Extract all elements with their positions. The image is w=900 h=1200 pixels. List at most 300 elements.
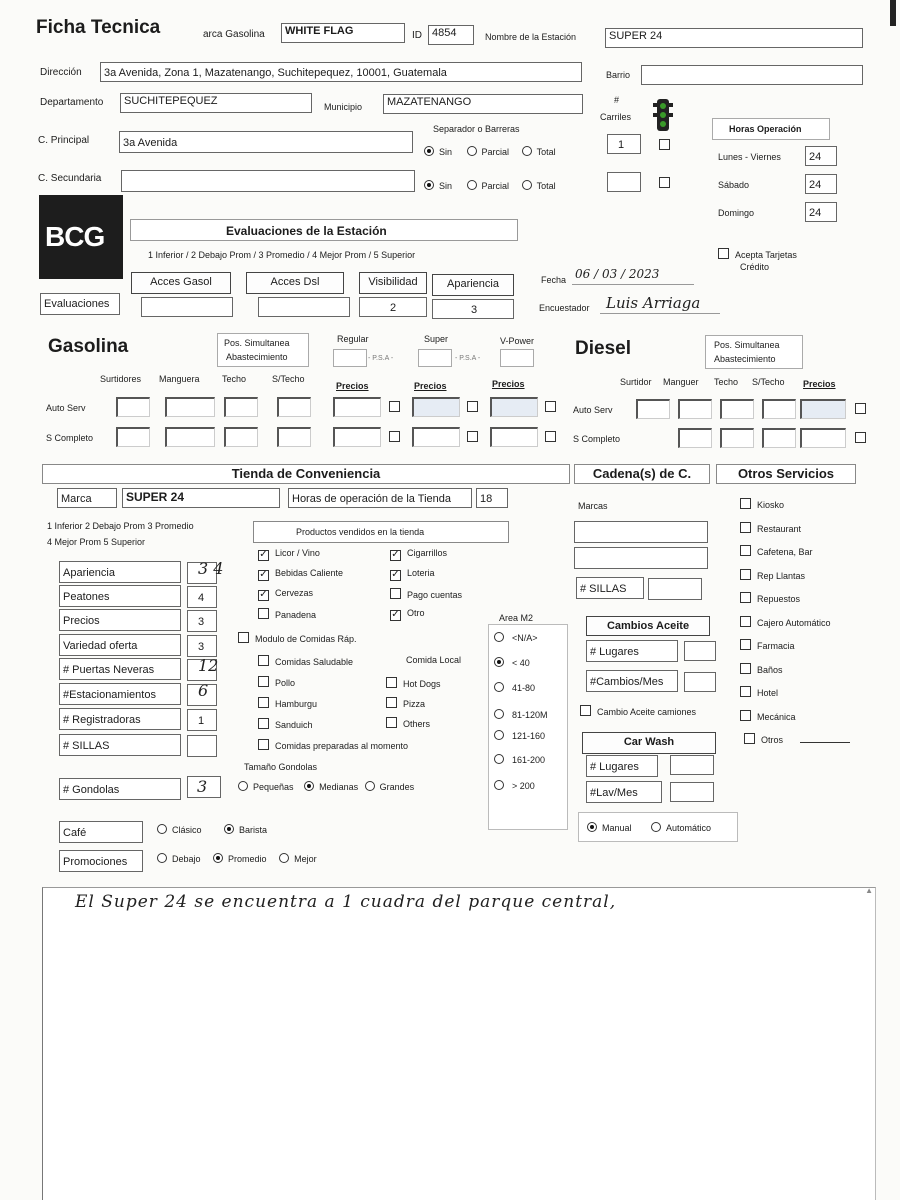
separador-principal-radios: [424, 146, 556, 157]
area-radio[interactable]: [494, 780, 504, 790]
gasolina-title: Gasolina: [48, 336, 129, 357]
checkbox-label: Mecánica: [757, 711, 796, 722]
super-field[interactable]: [418, 349, 452, 367]
gondolas-field[interactable]: 3: [187, 776, 221, 798]
parcial-option-2[interactable]: Parcial: [467, 181, 510, 191]
sin-option-2[interactable]: Sin: [424, 181, 452, 191]
d-techo-label: Techo: [714, 377, 739, 387]
checkbox[interactable]: ✓: [391, 569, 400, 580]
acces-dsl-button[interactable]: Acces Dsl: [246, 272, 344, 294]
secundaria-extra-checkbox[interactable]: [659, 177, 676, 190]
rating-label: #Estacionamientos: [63, 689, 156, 701]
checkbox-item[interactable]: [390, 588, 462, 600]
d-s-completo-label: S Completo: [573, 434, 621, 444]
checkbox[interactable]: [258, 697, 269, 708]
promociones-label-box: Promociones: [59, 850, 143, 872]
checkbox-item[interactable]: [258, 676, 295, 688]
departamento-value: SUCHITEPEQUEZ: [124, 95, 218, 107]
cambio-camiones[interactable]: Cambio Aceite camiones: [580, 705, 696, 717]
pequenas-option[interactable]: Pequeñas: [238, 782, 294, 792]
checkbox-label: Rep Llantas: [757, 570, 806, 581]
gas-auto-regular-checkbox[interactable]: [389, 401, 406, 414]
barrio-field[interactable]: [641, 65, 863, 85]
estacion-value: SUPER 24: [609, 30, 663, 42]
apariencia-field[interactable]: 3: [432, 299, 514, 319]
gas-sc-surtidores[interactable]: [116, 427, 150, 447]
rating-value: 3: [198, 641, 205, 653]
checkbox-label: Bebidas Caliente: [275, 568, 344, 578]
d-auto-manguer[interactable]: [678, 399, 712, 419]
lav-lugares-field[interactable]: [670, 755, 714, 775]
gas-sc-s-techo[interactable]: [277, 427, 311, 447]
carriles-principal-field[interactable]: [607, 134, 641, 154]
checkbox-label: Pizza: [403, 699, 426, 709]
municipio-value: MAZATENANGO: [387, 96, 472, 108]
rating-label-box: [59, 658, 181, 680]
tienda-horas-field[interactable]: 18: [476, 488, 508, 508]
marcas-field-2[interactable]: [574, 547, 708, 569]
checkbox[interactable]: [740, 686, 751, 697]
encuestador-label: Encuestador: [539, 303, 590, 313]
lunes-field[interactable]: 24: [805, 146, 837, 166]
vpower-field[interactable]: [500, 349, 534, 367]
visibilidad-field[interactable]: 2: [359, 297, 427, 317]
checkbox[interactable]: [740, 522, 751, 533]
rating-label: # SILLAS: [63, 740, 110, 752]
cambios-mes-label-box: #Cambios/Mes: [586, 670, 678, 692]
promedio-option[interactable]: Promedio: [213, 854, 267, 864]
checkbox[interactable]: [740, 569, 751, 580]
checkbox-label: Cervezas: [275, 588, 314, 598]
gas-auto-precio-regular[interactable]: [333, 397, 381, 417]
gas-auto-vpower-checkbox[interactable]: [545, 401, 562, 414]
checkbox-item[interactable]: [390, 568, 435, 581]
encuestador-underline: [600, 313, 720, 314]
rating-field[interactable]: [187, 610, 217, 632]
d-sc-checkbox[interactable]: [855, 432, 872, 445]
gas-auto-serv-label: Auto Serv: [46, 403, 86, 413]
checkbox-label: Panadena: [275, 610, 317, 620]
rating-label-box: [59, 609, 181, 631]
checkbox-item[interactable]: [740, 569, 805, 581]
municipio-label: Municipio: [324, 102, 363, 112]
diesel-title: Diesel: [575, 338, 631, 359]
creditos-label: Crédito: [740, 262, 770, 272]
checkbox-label: Otro: [407, 608, 425, 618]
carriles-secundaria-field[interactable]: [607, 172, 641, 192]
municipio-field[interactable]: [383, 94, 583, 114]
rating-field[interactable]: [187, 735, 217, 757]
carwash-type-group: [578, 812, 738, 842]
page-edge-mark: [890, 0, 896, 26]
area-option[interactable]: [494, 682, 535, 693]
grandes-option[interactable]: Grandes: [365, 782, 415, 792]
lav-lugares-label-box: # Lugares: [586, 755, 658, 777]
d-sc-techo[interactable]: [720, 428, 754, 448]
vpower-label: V-Power: [500, 336, 535, 346]
scroll-up-icon[interactable]: ▲: [865, 886, 873, 895]
comidas-preparadas[interactable]: Comidas preparadas al momento: [258, 739, 408, 751]
visibilidad-button[interactable]: Visibilidad: [359, 272, 427, 294]
radio-total-2[interactable]: [522, 180, 532, 190]
d-auto-checkbox[interactable]: [855, 403, 872, 416]
id-value: 4854: [432, 27, 457, 39]
carriles-principal-value: 1: [618, 139, 625, 151]
checkbox-item[interactable]: [258, 608, 316, 620]
carriles-label-hash: #: [614, 95, 620, 105]
checkbox-label: Loteria: [407, 568, 435, 578]
radio-parcial-2[interactable]: [467, 180, 477, 190]
checkbox-label: Farmacia: [757, 641, 795, 651]
area-radio[interactable]: [494, 682, 504, 692]
comida-local-label: Comida Local: [406, 655, 462, 665]
rating-label: # Registradoras: [63, 714, 141, 726]
fecha-label: Fecha: [541, 275, 567, 285]
gas-sc-vpower-checkbox[interactable]: [545, 431, 562, 444]
regular-field[interactable]: [333, 349, 367, 367]
checkbox-item[interactable]: [386, 677, 441, 689]
checkbox-item[interactable]: [258, 655, 353, 667]
cafe-radios: [157, 824, 267, 835]
cadena-sillas-field[interactable]: [648, 578, 702, 600]
rating-field[interactable]: [187, 586, 217, 608]
radio-total[interactable]: [522, 146, 532, 156]
marca-gasolina-field[interactable]: [281, 23, 405, 43]
rating-label: Variedad oferta: [63, 640, 138, 652]
estacion-label: Nombre de la Estación: [485, 32, 577, 42]
rating-label-box: [59, 734, 181, 756]
checkbox[interactable]: [740, 663, 751, 674]
checkbox-label: Repuestos: [757, 594, 801, 604]
gas-sc-precio-super[interactable]: [412, 427, 460, 447]
d-sc-manguer[interactable]: [678, 428, 712, 448]
gondolas-label-box: # Gondolas: [59, 778, 181, 800]
checkbox-label: Restaurant: [757, 523, 802, 534]
principal-label: C. Principal: [38, 135, 90, 146]
otros-header: Otros Servicios: [716, 464, 856, 484]
car-wash-button[interactable]: Car Wash: [582, 732, 716, 754]
regular-label: Regular: [337, 334, 369, 344]
otros-underline: [800, 742, 850, 743]
checkbox-item[interactable]: [258, 548, 320, 561]
radio-sin[interactable]: [424, 146, 434, 156]
rating-value: 4: [198, 592, 205, 604]
sabado-field[interactable]: 24: [805, 174, 837, 194]
promociones-radios: [157, 853, 317, 864]
checkbox[interactable]: [740, 592, 751, 603]
mejor-option[interactable]: Mejor: [279, 854, 317, 864]
evaluaciones-label-box: Evaluaciones: [40, 293, 120, 315]
d-sc-precio[interactable]: [800, 428, 846, 448]
tienda-marca-field[interactable]: SUPER 24: [122, 488, 280, 508]
tienda-marca-label: Marca: [57, 488, 117, 508]
area-option[interactable]: [494, 754, 545, 765]
secundaria-label: C. Secundaria: [38, 173, 102, 184]
gas-sc-techo[interactable]: [224, 427, 258, 447]
gas-auto-mangueras[interactable]: [165, 397, 215, 417]
d-auto-serv-label: Auto Serv: [573, 405, 613, 415]
tienda-header: Tienda de Conveniencia: [42, 464, 570, 484]
automatico-option[interactable]: Automático: [651, 822, 711, 833]
area-radio[interactable]: [494, 754, 504, 764]
departamento-field[interactable]: [120, 93, 312, 113]
gas-auto-precio-super[interactable]: [412, 397, 460, 417]
acces-gasol-button[interactable]: Acces Gasol: [131, 272, 231, 294]
checkbox-label: Cigarrillos: [407, 548, 448, 558]
checkbox[interactable]: ✓: [391, 549, 400, 560]
checkbox-label: Baños: [757, 664, 783, 675]
page-title: Ficha Tecnica: [36, 17, 161, 38]
rating-handwritten: 3 4: [198, 559, 224, 578]
gas-sc-precio-regular[interactable]: [333, 427, 381, 447]
checkbox[interactable]: [390, 588, 401, 599]
encuestador-signature: Luis Arriaga: [606, 294, 701, 312]
rating-label: Apariencia: [63, 567, 115, 579]
area-option-label: < 40: [512, 658, 530, 668]
d-auto-surtidor[interactable]: [636, 399, 670, 419]
checkbox-item[interactable]: [740, 592, 800, 604]
area-option-label: 81-120M: [512, 710, 548, 720]
acepta-tarjetas[interactable]: Acepta Tarjetas: [718, 248, 797, 260]
area-radio[interactable]: [494, 730, 504, 740]
rating-handwritten: 12: [198, 656, 219, 675]
area-option[interactable]: [494, 657, 530, 668]
cambios-mes-field[interactable]: [684, 672, 716, 692]
super-label: Super: [424, 334, 449, 344]
techo-label: Techo: [222, 374, 247, 384]
gasolina-pos-simultanea[interactable]: Pos. Simultanea Abastecimiento: [217, 333, 309, 367]
checkbox-label: Pollo: [275, 678, 296, 688]
checkbox[interactable]: [740, 616, 751, 627]
checkbox-label: Licor / Vino: [275, 548, 320, 558]
sin-option[interactable]: Sin: [424, 147, 452, 157]
checkbox[interactable]: [386, 677, 397, 688]
direccion-field[interactable]: [100, 62, 582, 82]
checkbox-item[interactable]: [258, 697, 317, 709]
marca-gasolina-label: arca Gasolina: [203, 29, 265, 40]
principal-field[interactable]: [119, 131, 413, 153]
productos-header: Productos vendidos en la tienda: [253, 521, 509, 543]
d-surtidor-label: Surtidor: [620, 377, 652, 387]
gas-sc-mangueras[interactable]: [165, 427, 215, 447]
diesel-pos-simultanea[interactable]: Pos. Simultanea Abastecimiento: [705, 335, 803, 369]
checkbox-item[interactable]: [390, 608, 425, 621]
gas-auto-surtidores[interactable]: [116, 397, 150, 417]
lugares-field[interactable]: [684, 641, 716, 661]
rating-label: Peatones: [63, 591, 110, 603]
separador-secundaria-radios: [424, 180, 556, 191]
d-precios-label: Precios: [803, 379, 836, 389]
domingo-field[interactable]: 24: [805, 202, 837, 222]
acces-gasol-field[interactable]: [141, 297, 233, 317]
s-techo-label: S/Techo: [272, 374, 305, 384]
area-option-label: > 200: [512, 781, 535, 791]
checkbox[interactable]: [258, 676, 269, 687]
checkbox[interactable]: [258, 718, 269, 729]
gas-s-completo-label: S Completo: [46, 433, 94, 443]
departamento-label: Departamento: [40, 97, 104, 108]
manual-option[interactable]: Manual: [587, 822, 632, 833]
checkbox-label: Hamburgu: [275, 699, 318, 709]
checkbox-label: Hotel: [757, 688, 779, 698]
otros-checkbox[interactable]: Otros: [744, 733, 783, 745]
fecha-underline: [572, 284, 694, 285]
checkbox-item[interactable]: [386, 717, 430, 729]
checkbox[interactable]: [386, 717, 397, 728]
radio-parcial[interactable]: [467, 146, 477, 156]
direccion-label: Dirección: [40, 67, 82, 78]
checkbox-item[interactable]: [740, 545, 813, 557]
tamano-gondolas-title: Tamaño Gondolas: [244, 762, 318, 772]
checkbox[interactable]: [386, 697, 397, 708]
d-manguer-label: Manguer: [663, 377, 699, 387]
d-s-techo-label: S/Techo: [752, 377, 785, 387]
carriles-label: Carriles: [600, 112, 632, 122]
d-auto-techo[interactable]: [720, 399, 754, 419]
area-option-label: 121-160: [512, 731, 546, 741]
gas-sc-precio-vpower[interactable]: [490, 427, 538, 447]
estacion-field[interactable]: [605, 28, 863, 48]
gas-auto-techo[interactable]: [224, 397, 258, 417]
checkbox[interactable]: ✓: [259, 589, 268, 600]
surtidores-label: Surtidores: [100, 374, 142, 384]
checkbox-item[interactable]: [386, 697, 425, 709]
area-option-label: 41-80: [512, 683, 536, 693]
gas-auto-precio-vpower[interactable]: [490, 397, 538, 417]
sabado-label: Sábado: [718, 180, 750, 190]
checkbox-label: Hot Dogs: [403, 679, 441, 689]
area-radio[interactable]: [494, 657, 504, 667]
checkbox[interactable]: [258, 608, 269, 619]
rating-label-box: [59, 585, 181, 607]
psa-label-1: - P.S.A -: [368, 355, 394, 362]
principal-extra-checkbox[interactable]: [659, 139, 676, 152]
area-option-label: 161-200: [512, 755, 546, 765]
checkbox-label: Comidas Saludable: [275, 657, 354, 667]
rating-field[interactable]: [187, 709, 217, 731]
tamano-radios: [238, 781, 414, 792]
horas-operacion-header: Horas Operación: [712, 118, 830, 140]
barrio-label: Barrio: [606, 70, 631, 80]
id-label: ID: [412, 30, 422, 41]
area-option[interactable]: [494, 709, 548, 720]
lav-mes-field[interactable]: [670, 782, 714, 802]
checkbox-label: Sanduich: [275, 720, 313, 730]
checkbox-item[interactable]: [258, 588, 313, 601]
checkbox-label: Pago cuentas: [407, 590, 463, 600]
checkbox[interactable]: [740, 545, 751, 556]
area-option[interactable]: [494, 780, 535, 791]
domingo-label: Domingo: [718, 208, 755, 218]
id-field[interactable]: [428, 25, 474, 45]
area-option[interactable]: [494, 632, 538, 643]
principal-value: 3a Avenida: [123, 137, 178, 149]
rating-label: Precios: [63, 615, 100, 627]
checkbox-label: Cafetena, Bar: [757, 547, 813, 557]
checkbox-item[interactable]: [740, 498, 784, 510]
direccion-value: 3a Avenida, Zona 1, Mazatenango, Suchitepequez, 10001, Guatemala: [104, 67, 447, 79]
checkbox-item[interactable]: [258, 568, 343, 581]
checkbox[interactable]: [740, 498, 751, 509]
debajo-option[interactable]: Debajo: [157, 854, 201, 864]
gas-auto-super-checkbox[interactable]: [467, 401, 484, 414]
checkbox[interactable]: [258, 655, 269, 666]
medianas-option[interactable]: Medianas: [304, 782, 358, 792]
checkbox-item[interactable]: [390, 548, 447, 561]
checkbox-item[interactable]: [258, 718, 313, 730]
checkbox-label: Kiosko: [757, 500, 785, 510]
rating-field[interactable]: [187, 635, 217, 657]
area-radio[interactable]: [494, 632, 504, 642]
checkbox-item[interactable]: [740, 663, 783, 675]
checkbox[interactable]: ✓: [259, 569, 268, 580]
lav-mes-label-box: #Lav/Mes: [586, 781, 662, 803]
checkbox-item[interactable]: [740, 616, 831, 628]
total-option[interactable]: Total: [522, 147, 556, 157]
separador-label: Separador o Barreras: [433, 124, 520, 134]
evaluaciones-scale: 1 Inferior / 2 Debajo Prom / 3 Promedio / 4 Mejor Prom / 5 Superior: [148, 250, 416, 260]
d-auto-precio[interactable]: [800, 399, 846, 419]
gas-auto-s-techo[interactable]: [277, 397, 311, 417]
d-auto-s-techo[interactable]: [762, 399, 796, 419]
area-option-label: <N/A>: [512, 633, 538, 643]
area-title: Area M2: [499, 613, 534, 623]
evaluaciones-header: Evaluaciones de la Estación: [130, 219, 518, 241]
secundaria-field[interactable]: [121, 170, 415, 192]
total-option-2[interactable]: Total: [522, 181, 556, 191]
precios-regular-label: Precios: [336, 381, 369, 391]
checkbox[interactable]: [740, 710, 751, 721]
radio-sin-2[interactable]: [424, 180, 434, 190]
acces-dsl-field[interactable]: [258, 297, 350, 317]
clasico-option[interactable]: Clásico: [157, 825, 202, 835]
precios-super-label: Precios: [414, 381, 447, 391]
area-radio[interactable]: [494, 709, 504, 719]
bcg-logo-text: BCG: [45, 221, 105, 252]
checkbox-item[interactable]: [740, 522, 801, 534]
checkbox-item[interactable]: [740, 639, 795, 651]
rating-label-box: [59, 634, 181, 656]
precios-vpower-label: Precios: [492, 379, 525, 389]
notes-area[interactable]: [42, 887, 876, 1200]
modulo-comidas[interactable]: Modulo de Comidas Ráp.: [238, 632, 357, 644]
checkbox-item[interactable]: [740, 686, 778, 698]
gas-sc-regular-checkbox[interactable]: [389, 431, 406, 444]
bcg-logo: [39, 195, 123, 279]
checkbox-item[interactable]: [740, 710, 796, 722]
area-option[interactable]: [494, 730, 545, 741]
tienda-scale-2: 4 Mejor Prom 5 Superior: [47, 537, 146, 547]
rating-value: 1: [198, 715, 205, 727]
fecha-value: 06 / 03 / 2023: [575, 267, 660, 281]
cafe-label-box: Café: [59, 821, 143, 843]
gas-sc-super-checkbox[interactable]: [467, 431, 484, 444]
checkbox[interactable]: [740, 639, 751, 650]
checkbox-label: Cajero Automático: [757, 617, 831, 628]
barista-option[interactable]: Barista: [224, 825, 267, 835]
d-sc-s-techo[interactable]: [762, 428, 796, 448]
lugares-label-box: # Lugares: [586, 640, 678, 662]
apariencia-button[interactable]: Apariencia: [432, 274, 514, 296]
cambios-aceite-button[interactable]: Cambios Aceite: [586, 616, 710, 636]
marcas-field-1[interactable]: [574, 521, 708, 543]
mangueras-label: Manguera: [159, 374, 200, 384]
parcial-option[interactable]: Parcial: [467, 147, 510, 157]
cadena-sillas-label-box: # SILLAS: [576, 577, 644, 599]
checkbox[interactable]: ✓: [259, 549, 268, 560]
checkbox-label: Others: [403, 719, 431, 729]
checkbox[interactable]: ✓: [391, 609, 400, 620]
